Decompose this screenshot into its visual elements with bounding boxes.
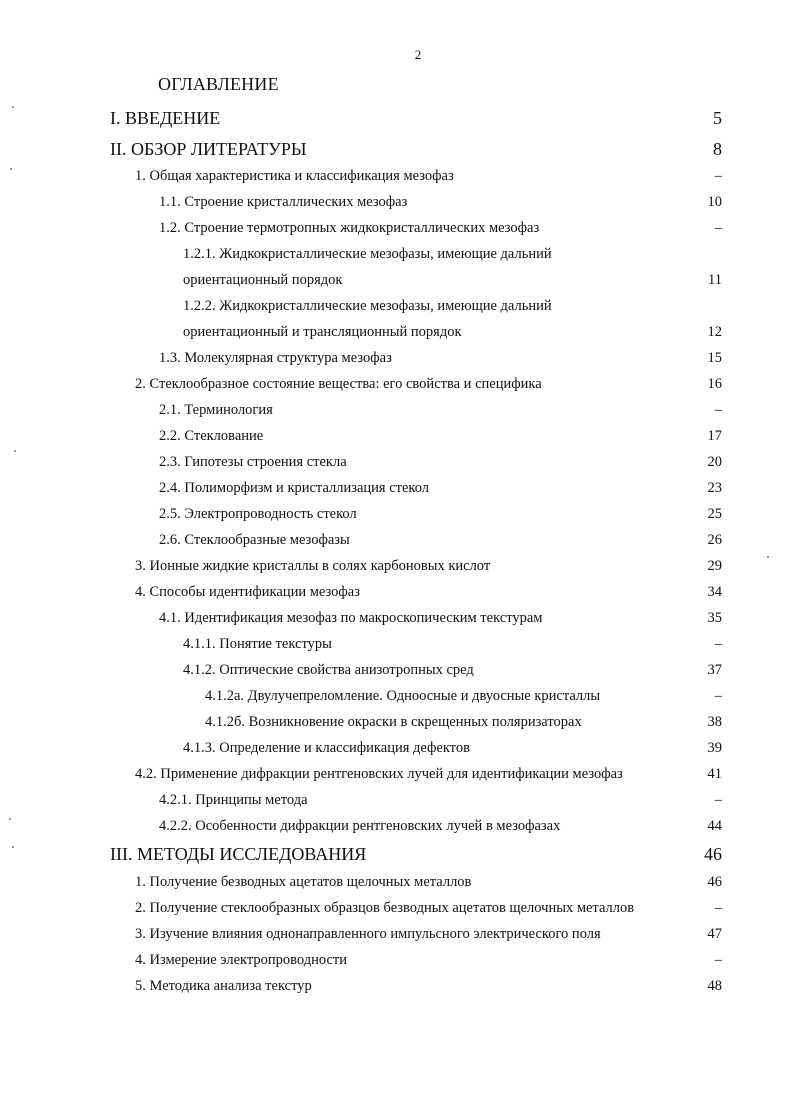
toc-entry-page: 46 — [704, 844, 722, 864]
toc-entry-text: ориентационный и трансляционный порядок — [183, 324, 462, 340]
scan-speck — [9, 818, 11, 820]
toc-entry — [0, 714, 792, 738]
toc-entry — [0, 324, 792, 348]
toc-entry — [0, 139, 792, 163]
toc-entry — [0, 350, 792, 374]
toc-entry — [0, 584, 792, 608]
toc-entry-text: 2.2. Стеклование — [159, 428, 264, 444]
toc-entry-text: 4. Измерение электропроводности — [135, 952, 347, 968]
toc-entry-text: 1.2.2. Жидкокристаллические мезофазы, имеющие дальний — [183, 298, 552, 314]
toc-entry-text: 4.1.2б. Возникновение окраски в скрещенных поляризаторах — [205, 714, 582, 730]
toc-entry — [0, 792, 792, 816]
toc-entry — [0, 428, 792, 452]
toc-entry-text: 4.1.1. Понятие текстуры — [183, 636, 332, 652]
toc-entry-text: I. ВВЕДЕНИЕ — [110, 108, 221, 128]
toc-entry-page: 25 — [707, 506, 722, 522]
toc-entry — [0, 532, 792, 556]
toc-entry — [0, 610, 792, 634]
toc-entry-page: – — [714, 402, 722, 418]
toc-entry-text: 1.1. Строение кристаллических мезофаз — [159, 194, 408, 210]
toc-entry-page: 46 — [707, 874, 722, 890]
toc-entry — [0, 298, 792, 322]
toc-entry-text: II. ОБЗОР ЛИТЕРАТУРЫ — [110, 139, 307, 159]
page-number: 2 — [414, 47, 422, 62]
toc-entry — [0, 558, 792, 582]
toc-entry-text: 2. Получение стеклообразных образцов безводных ацетатов щелочных металлов — [135, 900, 635, 916]
scan-speck — [14, 450, 16, 452]
toc-entry-page: 34 — [707, 584, 722, 600]
toc-entry-text: 1. Получение безводных ацетатов щелочных металлов — [135, 874, 472, 890]
toc-entry-page: 48 — [707, 978, 722, 994]
toc-entry-text: ориентационный порядок — [183, 272, 343, 288]
toc-entry-text: 1.2. Строение термотропных жидкокристаллических мезофаз — [159, 220, 540, 236]
toc-entry-page: – — [714, 168, 722, 184]
scan-speck — [12, 846, 14, 848]
toc-entry — [0, 272, 792, 296]
toc-entry-page: 8 — [713, 139, 722, 159]
toc-title: ОГЛАВЛЕНИЕ — [158, 74, 279, 94]
toc-entry-text: 1.2.1. Жидкокристаллические мезофазы, имеющие дальний — [183, 246, 552, 262]
toc-entry — [0, 108, 792, 132]
toc-entry-page: – — [714, 792, 722, 808]
toc-entry — [0, 688, 792, 712]
toc-entry-page: 5 — [713, 108, 722, 128]
scan-speck — [12, 106, 14, 108]
toc-entry — [0, 874, 792, 898]
scan-speck — [10, 168, 12, 170]
toc-entry-page: 47 — [707, 926, 722, 942]
scan-speck — [767, 556, 769, 558]
toc-entry-text: 2. Стеклообразное состояние вещества: его свойства и специфика — [135, 376, 542, 392]
toc-entry — [0, 926, 792, 950]
toc-entry-text: 2.1. Терминология — [159, 402, 273, 418]
toc-entry — [0, 246, 792, 270]
toc-entry-page: – — [714, 952, 722, 968]
toc-entry-page: 20 — [707, 454, 722, 470]
toc-entry — [0, 220, 792, 244]
toc-entry — [0, 506, 792, 530]
toc-entry — [0, 952, 792, 976]
toc-entry-page: 35 — [707, 610, 722, 626]
toc-entry-page: 11 — [708, 272, 722, 288]
toc-entry — [0, 402, 792, 426]
toc-entry-page: 37 — [707, 662, 722, 678]
toc-entry-text: 1. Общая характеристика и классификация мезофаз — [135, 168, 454, 184]
toc-entry-text: 2.4. Полиморфизм и кристаллизация стекол — [159, 480, 430, 496]
toc-entry-page: 16 — [707, 376, 722, 392]
toc-entry-text: 4. Способы идентификации мезофаз — [135, 584, 360, 600]
toc-entry — [0, 636, 792, 660]
toc-entry-page: 23 — [707, 480, 722, 496]
toc-entry — [0, 740, 792, 764]
toc-entry-text: 2.6. Стеклообразные мезофазы — [159, 532, 350, 548]
toc-entry-text: 3. Ионные жидкие кристаллы в солях карбоновых кислот — [135, 558, 491, 574]
toc-entry-text: 4.1.3. Определение и классификация дефектов — [183, 740, 470, 756]
toc-entry — [0, 662, 792, 686]
toc-entry-text: 2.5. Электропроводность стекол — [159, 506, 357, 522]
toc-entry-text: 4.2.2. Особенности дифракции рентгеновских лучей в мезофазах — [159, 818, 561, 834]
toc-entry-page: 44 — [707, 818, 722, 834]
toc-entry-text: 2.3. Гипотезы строения стекла — [159, 454, 347, 470]
toc-entry-text: 4.1. Идентификация мезофаз по макроскопическим текстурам — [159, 610, 543, 626]
toc-entry-page: 41 — [707, 766, 722, 782]
toc-entry-page: – — [714, 900, 722, 916]
toc-entry-text: 3. Изучение влияния однонаправленного импульсного электрического поля — [135, 926, 601, 942]
toc-entry-page: 26 — [707, 532, 722, 548]
toc-entry-page: 29 — [707, 558, 722, 574]
toc-entry-text: III. МЕТОДЫ ИССЛЕДОВАНИЯ — [110, 844, 367, 864]
toc-entry — [0, 480, 792, 504]
toc-entry-page: – — [714, 636, 722, 652]
toc-entry-page: 15 — [707, 350, 722, 366]
toc-entry-page: 39 — [707, 740, 722, 756]
toc-entry-page: 38 — [707, 714, 722, 730]
toc-entry-text: 4.1.2а. Двулучепреломление. Одноосные и двуосные кристаллы — [205, 688, 601, 704]
toc-entry — [0, 900, 792, 924]
toc-entry-page: 12 — [707, 324, 722, 340]
toc-entry-text: 5. Методика анализа текстур — [135, 978, 312, 994]
toc-entry — [0, 194, 792, 218]
toc-entry — [0, 818, 792, 842]
toc-entry — [0, 168, 792, 192]
toc-entry — [0, 454, 792, 478]
toc-entry-text: 4.1.2. Оптические свойства анизотропных сред — [183, 662, 474, 678]
toc-entry-page: 17 — [707, 428, 722, 444]
toc-entry — [0, 978, 792, 1002]
toc-entry — [0, 844, 792, 868]
toc-entry — [0, 766, 792, 790]
toc-entry-text: 1.3. Молекулярная структура мезофаз — [159, 350, 392, 366]
toc-entry-text: 4.2.1. Принципы метода — [159, 792, 308, 808]
toc-entry-text: 4.2. Применение дифракции рентгеновских лучей для идентификации мезофаз — [135, 766, 623, 782]
toc-entry-page: 10 — [707, 194, 722, 210]
toc-entry-page: – — [714, 220, 722, 236]
toc-entry-page: – — [714, 688, 722, 704]
toc-entry — [0, 376, 792, 400]
